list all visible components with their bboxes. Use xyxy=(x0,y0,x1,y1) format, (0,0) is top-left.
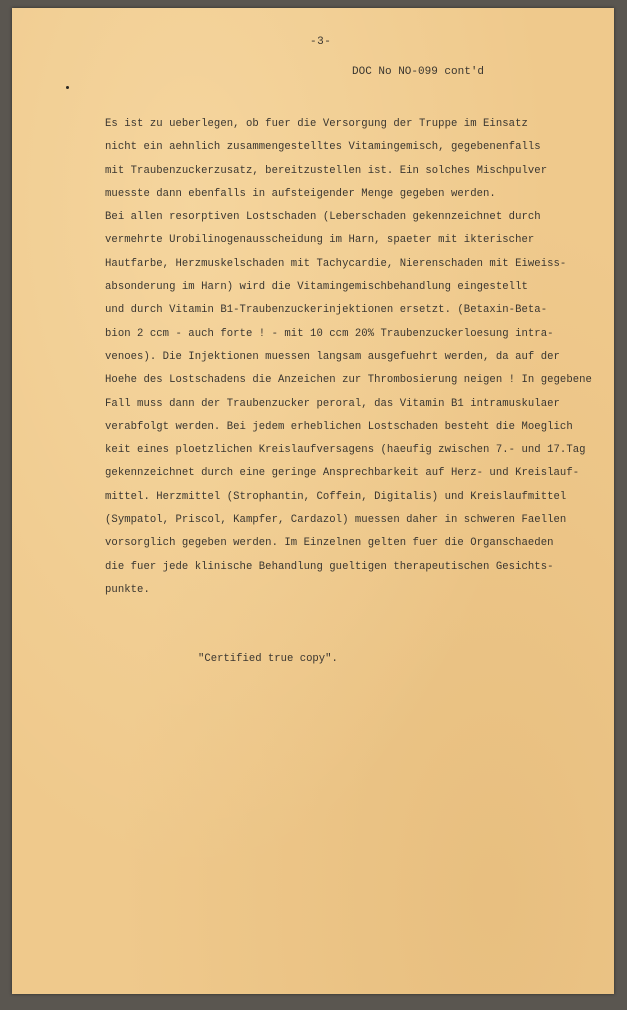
text-line: bion 2 ccm - auch forte ! - mit 10 ccm 20% Traubenzuckerloesung intra- xyxy=(105,327,554,340)
text-line: nicht ein aehnlich zusammengestelltes Vitamingemisch, gegebenenfalls xyxy=(105,141,541,154)
text-line: Hoehe des Lostschadens die Anzeichen zur Thrombosierung neigen ! In gegebene xyxy=(105,374,592,387)
text-line: die fuer jede klinische Behandlung gueltigen therapeutischen Gesichts- xyxy=(105,560,554,573)
text-line: mit Traubenzuckerzusatz, bereitzustellen ist. Ein solches Mischpulver xyxy=(105,164,548,177)
document-reference: DOC No NO-099 cont'd xyxy=(352,66,485,78)
text-line: vermehrte Urobilinogenausscheidung im Harn, spaeter mit ikterischer xyxy=(105,234,535,247)
text-line: mittel. Herzmittel (Strophantin, Coffein, Digitalis) und Kreislaufmittel xyxy=(105,490,567,503)
text-line: (Sympatol, Priscol, Kampfer, Cardazol) muessen daher in schweren Faellen xyxy=(105,514,567,527)
text-line: gekennzeichnet durch eine geringe Ansprechbarkeit auf Herz- und Kreislauf- xyxy=(105,467,580,480)
text-line: vorsorglich gegeben werden. Im Einzelnen gelten fuer die Organschaeden xyxy=(105,537,554,550)
text-line: absonderung im Harn) wird die Vitamingemischbehandlung eingestellt xyxy=(105,281,528,294)
body-text xyxy=(105,113,605,602)
text-line: Bei allen resorptiven Lostschaden (Leberschaden gekennzeichnet durch xyxy=(105,211,541,224)
document-page xyxy=(12,8,614,994)
text-line: keit eines ploetzlichen Kreislaufversagens (haeufig zwischen 7.- und 17.Tag xyxy=(105,444,586,457)
text-line: punkte. xyxy=(105,583,150,596)
text-line: und durch Vitamin B1-Traubenzuckerinjektionen ersetzt. (Betaxin-Beta- xyxy=(105,304,548,317)
certification-note: "Certified true copy". xyxy=(198,653,338,665)
page-number: -3- xyxy=(310,36,332,48)
text-line: Fall muss dann der Traubenzucker peroral, das Vitamin B1 intramuskulaer xyxy=(105,397,560,410)
text-line: muesste dann ebenfalls in aufsteigender Menge gegeben werden. xyxy=(105,187,496,200)
text-line: verabfolgt werden. Bei jedem erheblichen Lostschaden besteht die Moeglich xyxy=(105,420,573,433)
text-line: Hautfarbe, Herzmuskelschaden mit Tachycardie, Nierenschaden mit Eiweiss- xyxy=(105,257,567,270)
text-line: Es ist zu ueberlegen, ob fuer die Versorgung der Truppe im Einsatz xyxy=(105,118,528,130)
text-line: venoes). Die Injektionen muessen langsam ausgefuehrt werden, da auf der xyxy=(105,350,560,363)
ink-speck xyxy=(66,86,69,89)
